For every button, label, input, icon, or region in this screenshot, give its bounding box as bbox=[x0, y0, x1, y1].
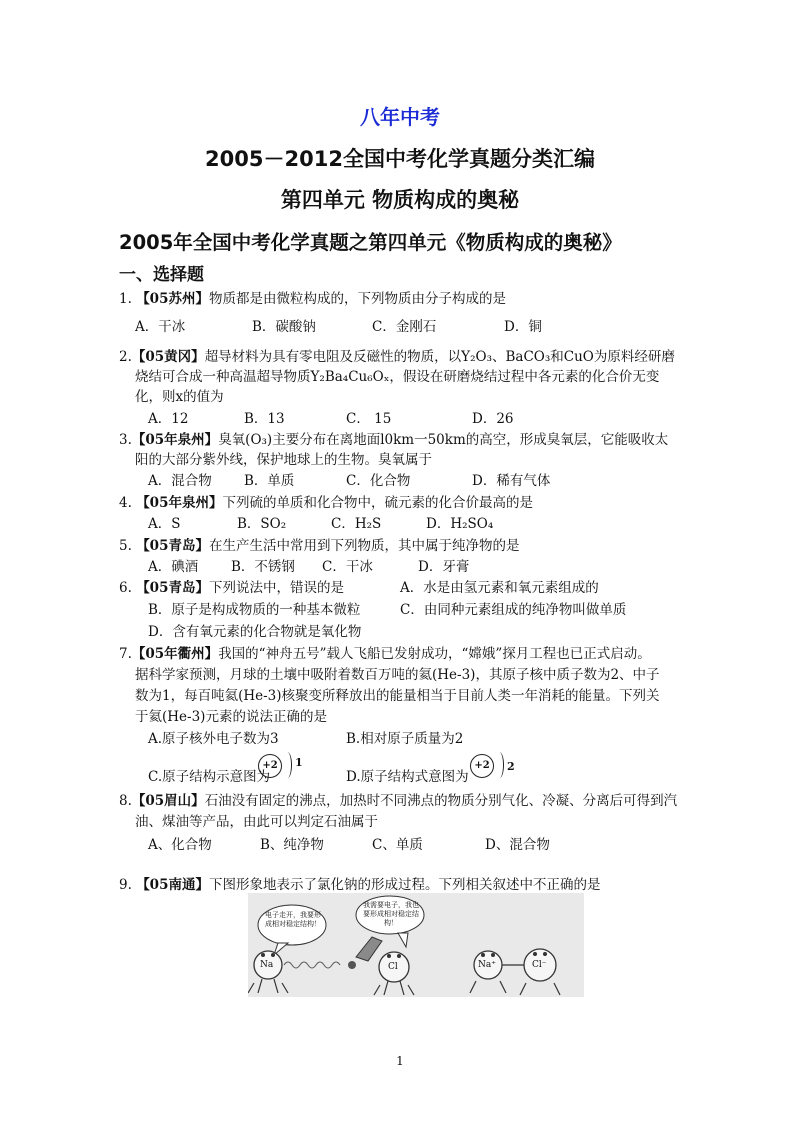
option-c: C．干冰 bbox=[322, 559, 373, 575]
option-a: A.原子核外电子数为3 bbox=[148, 731, 279, 747]
section-heading: 一、选择题 bbox=[119, 265, 204, 285]
option-d: D．铜 bbox=[504, 319, 542, 335]
option-c: C．H₂S bbox=[331, 516, 382, 532]
option-a: A．碘酒 bbox=[148, 559, 199, 575]
option-c: C．金刚石 bbox=[372, 319, 437, 335]
atom-diagram-d bbox=[470, 752, 520, 782]
option-b: B．不锈钢 bbox=[231, 559, 295, 575]
question-7-line-4: 于氦(He-3)元素的说法正确的是 bbox=[135, 709, 327, 725]
question-source: 【05南通】 bbox=[136, 877, 209, 893]
question-text: 我国的“神舟五号”载人飞船已发射成功，“嫦娥”探月工程也已正式启动。 bbox=[218, 646, 651, 662]
question-text: 下图形象地表示了氯化钠的形成过程。下列相关叙述中不正确的是 bbox=[208, 877, 601, 893]
question-text: 下列说法中，错误的是 bbox=[208, 580, 344, 596]
nacl-formation-figure bbox=[248, 893, 584, 997]
question-8-line-2: 油、煤油等产品，由此可以判定石油属于 bbox=[135, 814, 378, 830]
question-text: 臭氧(O₃)主要分布在离地面l0km一50km的高空，形成臭氧层，它能吸收太 bbox=[218, 432, 669, 448]
question-number: 2. bbox=[119, 349, 132, 365]
nucleus-icon: +2 bbox=[258, 754, 282, 778]
question-number: 8. bbox=[119, 793, 132, 809]
option-a: A．混合物 bbox=[148, 473, 212, 489]
main-title: 2005－2012全国中考化学真题分类汇编 bbox=[205, 147, 595, 171]
option-d: D．含有氧元素的化合物就是氧化物 bbox=[148, 624, 362, 640]
question-text: 下列硫的单质和化合物中，硫元素的化合价最高的是 bbox=[222, 495, 533, 511]
series-title: 八年中考 bbox=[360, 105, 440, 129]
question-9 bbox=[119, 876, 600, 894]
atom-diagram-c bbox=[258, 752, 308, 782]
option-c: C．化合物 bbox=[346, 473, 411, 489]
page-number: 1 bbox=[396, 1054, 404, 1068]
question-text: 物质都是由微粒构成的，下列物质由分子构成的是 bbox=[208, 291, 506, 307]
question-7 bbox=[119, 645, 651, 663]
question-number: 5. bbox=[119, 538, 132, 554]
option-a: A．干冰 bbox=[135, 319, 186, 335]
question-source: 【05青岛】 bbox=[136, 580, 209, 596]
question-number: 4. bbox=[119, 495, 132, 511]
chlorine-atom-label: Cl bbox=[388, 962, 398, 972]
chloride-ion-label: Cl⁻ bbox=[532, 960, 547, 970]
question-2-line-3: 化，则x的值为 bbox=[135, 389, 224, 405]
question-2-line-2: 烧结可合成一种高温超导物质Y₂Ba₄Cu₆Oₓ，假设在研磨烧结过程中各元素的化合价无变 bbox=[135, 369, 660, 385]
option-d: D、混合物 bbox=[485, 837, 550, 853]
option-a: A．S bbox=[148, 516, 181, 532]
question-source: 【05年泉州】 bbox=[131, 432, 219, 448]
question-4 bbox=[119, 494, 533, 512]
speech-bubble-cl: 我需要电子，我也要形成相对稳定结构！ bbox=[363, 901, 419, 927]
question-source: 【05青岛】 bbox=[136, 538, 209, 554]
option-a: A、化合物 bbox=[148, 837, 212, 853]
option-c: C、单质 bbox=[372, 837, 423, 853]
shell-electron-count: 2 bbox=[507, 760, 515, 773]
question-source: 【05黄冈】 bbox=[131, 349, 205, 365]
question-source: 【05年泉州】 bbox=[136, 495, 223, 511]
unit-title: 第四单元 物质构成的奥秘 bbox=[280, 188, 520, 212]
question-source: 【05苏州】 bbox=[136, 291, 209, 307]
option-a: A．12 bbox=[148, 411, 189, 427]
sodium-atom-label: Na bbox=[260, 960, 274, 970]
electron-shell-icon bbox=[283, 752, 292, 778]
question-text: 在生产生活中常用到下列物质，其中属于纯净物的是 bbox=[208, 538, 520, 554]
shell-electron-count: 1 bbox=[295, 756, 303, 769]
question-number: 9. bbox=[119, 877, 132, 893]
option-b: B.相对原子质量为2 bbox=[346, 731, 464, 747]
option-b: B．SO₂ bbox=[237, 516, 287, 532]
nucleus-icon: +2 bbox=[470, 754, 494, 778]
option-a: A．水是由氢元素和氧元素组成的 bbox=[400, 580, 599, 596]
option-b: B．原子是构成物质的一种基本微粒 bbox=[148, 602, 361, 618]
option-b: B．单质 bbox=[244, 473, 295, 489]
question-7-line-3: 数为1，每百吨氦(He-3)核聚变所释放出的能量相当于目前人类一年消耗的能量。下列关 bbox=[135, 688, 660, 704]
option-d: D．稀有气体 bbox=[472, 473, 551, 489]
option-d: D.原子结构式意图为 bbox=[346, 769, 469, 785]
electron-shell-icon bbox=[495, 752, 504, 778]
question-source: 【05眉山】 bbox=[131, 793, 205, 809]
option-d: D．26 bbox=[472, 411, 514, 427]
option-c: C.原子结构示意图为 bbox=[148, 769, 271, 785]
subtitle: 2005年全国中考化学真题之第四单元《物质构成的奥秘》 bbox=[119, 231, 622, 254]
question-1 bbox=[119, 290, 506, 308]
question-number: 3. bbox=[119, 432, 132, 448]
question-number: 1. bbox=[119, 291, 132, 307]
question-3 bbox=[119, 431, 668, 449]
option-c: C．由同种元素组成的纯净物叫做单质 bbox=[400, 602, 627, 618]
question-8 bbox=[119, 792, 677, 810]
question-5 bbox=[119, 537, 519, 555]
option-b: B．碳酸钠 bbox=[252, 319, 316, 335]
option-b: B、纯净物 bbox=[260, 837, 324, 853]
question-2 bbox=[119, 348, 675, 366]
sodium-ion-label: Na⁺ bbox=[478, 960, 496, 970]
option-d: D．牙膏 bbox=[418, 559, 470, 575]
question-text: 超导材料为具有零电阻及反磁性的物质，以Y₂O₃、BaCO₃和CuO为原料经研磨 bbox=[204, 349, 675, 365]
option-d: D．H₂SO₄ bbox=[426, 516, 494, 532]
question-3-line-2: 阳的大部分紫外线，保护地球上的生物。臭氧属于 bbox=[135, 452, 432, 468]
question-number: 7. bbox=[119, 646, 132, 662]
question-source: 【05年衢州】 bbox=[131, 646, 219, 662]
question-6 bbox=[119, 579, 344, 597]
option-c: C． 15 bbox=[346, 411, 392, 427]
question-number: 6. bbox=[119, 580, 132, 596]
option-b: B．13 bbox=[244, 411, 285, 427]
speech-bubble-na: 电子走开，我要形成相对稳定结构！ bbox=[265, 911, 321, 928]
question-7-line-2: 据科学家预测，月球的土壤中吸附着数百万吨的氦(He-3)，其原子核中质子数为2、中子 bbox=[135, 667, 660, 683]
question-text: 石油没有固定的沸点，加热时不同沸点的物质分别气化、冷凝、分离后可得到汽 bbox=[204, 793, 678, 809]
